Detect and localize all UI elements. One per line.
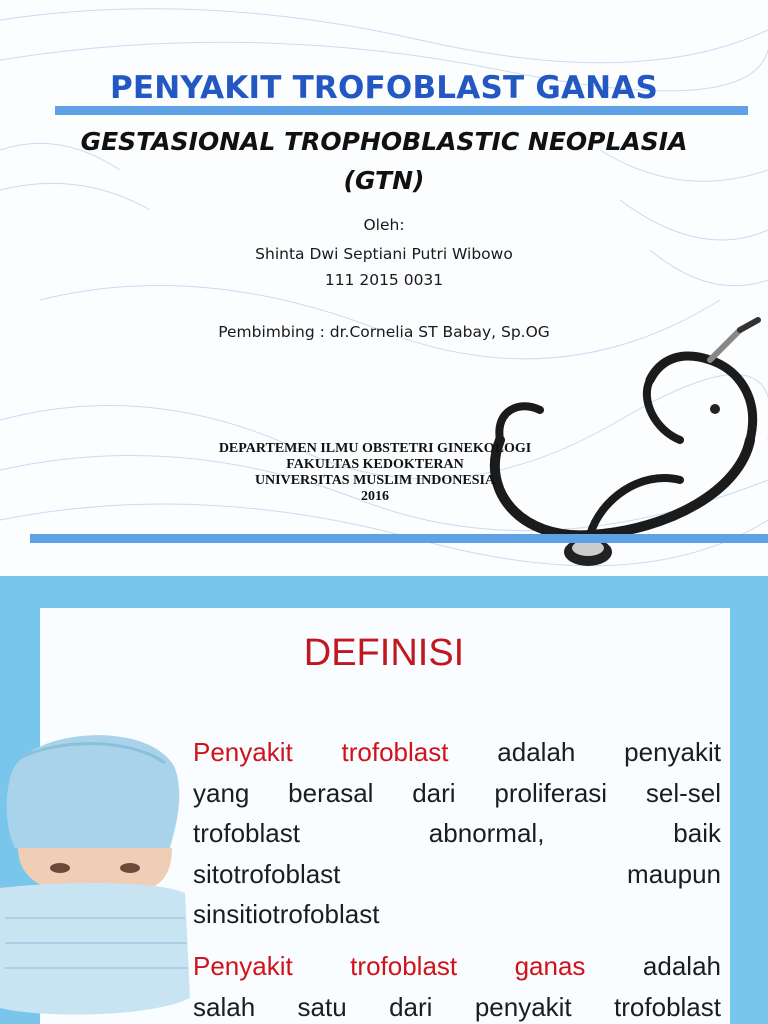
supervisor: Pembimbing : dr.Cornelia ST Babay, Sp.OG bbox=[218, 323, 550, 341]
presentation-title: PENYAKIT TROFOBLAST GANAS bbox=[109, 70, 659, 106]
definition-slide bbox=[0, 576, 768, 1024]
year: 2016 bbox=[361, 489, 389, 504]
by-label: Oleh: bbox=[363, 216, 405, 234]
para1-line-2: yang berasal dari proliferasi sel-sel bbox=[193, 777, 721, 808]
title-divider-bottom bbox=[30, 534, 768, 543]
para1-line-5: sinsitiotrofoblast bbox=[193, 899, 380, 929]
student-id: 111 2015 0031 bbox=[324, 271, 444, 289]
university-name: UNIVERSITAS MUSLIM INDONESIA bbox=[254, 473, 496, 488]
presentation-subtitle bbox=[60, 122, 708, 200]
para1-line-1-rest: adalah penyakit bbox=[497, 737, 721, 767]
definition-paragraph-1 bbox=[193, 732, 721, 935]
faculty-name: FAKULTAS KEDOKTERAN bbox=[286, 457, 464, 472]
term-penyakit-trofoblast: Penyakit trofoblast bbox=[193, 737, 449, 767]
slide-title: DEFINISI bbox=[303, 632, 465, 674]
para2-line-2: salah satu dari penyakit trofoblast bbox=[193, 991, 721, 1022]
para2-line-1-rest: adalah bbox=[642, 951, 721, 981]
para1-line-4: sitotrofoblast maupun bbox=[193, 858, 721, 889]
definition-paragraph-2 bbox=[193, 946, 721, 1024]
title-divider-top bbox=[55, 106, 748, 115]
term-penyakit-trofoblast-ganas: Penyakit trofoblast ganas bbox=[193, 951, 586, 981]
author-name: Shinta Dwi Septiani Putri Wibowo bbox=[255, 245, 513, 263]
institution-block bbox=[150, 441, 600, 505]
subtitle-line-1: GESTASIONAL TROPHOBLASTIC NEOPLASIA bbox=[80, 127, 688, 156]
para1-line-3: trofoblast abnormal, baik bbox=[193, 818, 721, 848]
para2-line-1 bbox=[193, 946, 721, 987]
subtitle-line-2: (GTN) bbox=[343, 166, 425, 195]
department-name: DEPARTEMEN ILMU OBSTETRI GINEKOLOGI bbox=[218, 441, 532, 456]
para1-line-1 bbox=[193, 732, 721, 773]
doctor-with-mask-image bbox=[0, 718, 200, 1024]
